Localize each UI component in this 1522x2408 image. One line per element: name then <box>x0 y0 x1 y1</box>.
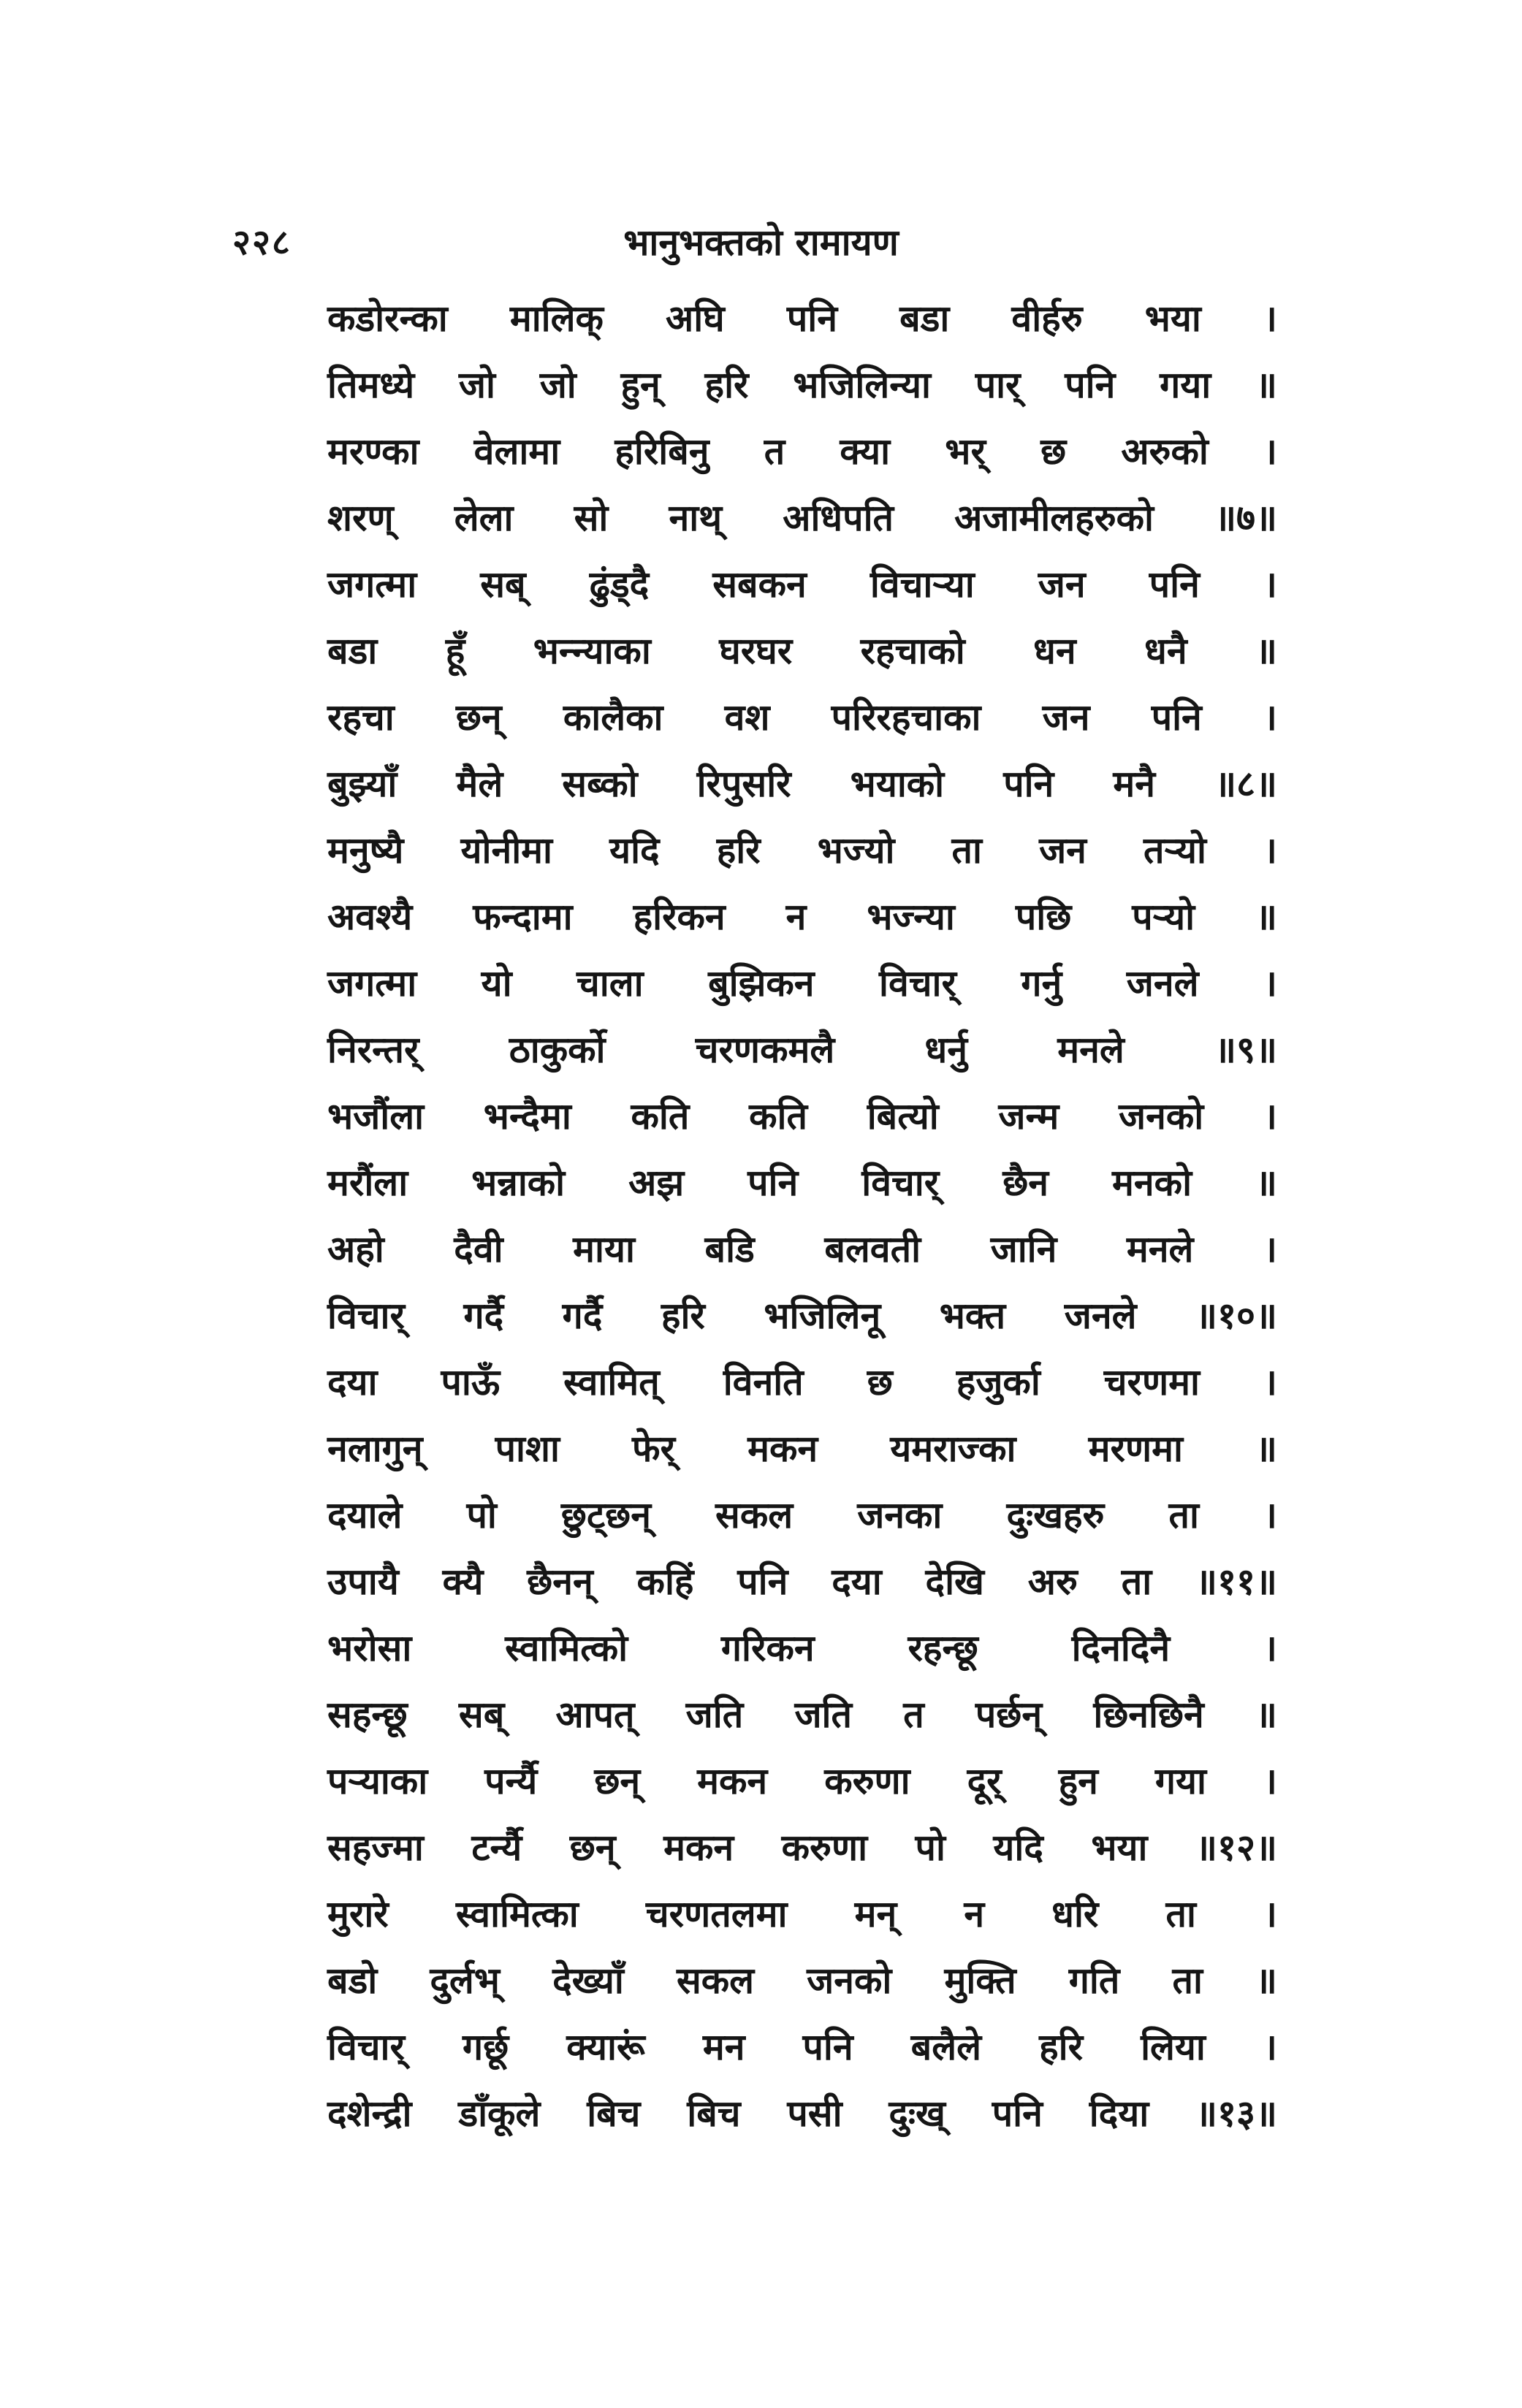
verse-word: त <box>764 430 785 473</box>
verse-word: पनि <box>1151 696 1202 739</box>
verse-line <box>327 1688 1277 1755</box>
verse-word: दूर् <box>967 1760 1002 1802</box>
verse-word: पनि <box>1065 364 1116 406</box>
verse-word: धनै <box>1144 630 1187 672</box>
verse-line <box>327 957 1277 1024</box>
verse-word: ॥७॥ <box>1214 497 1277 539</box>
verse-word: ॥ <box>1255 1693 1277 1736</box>
verse-line <box>327 1821 1277 1888</box>
verse-word: जन <box>1039 829 1087 872</box>
verse-word: । <box>1263 430 1277 473</box>
verse-word: फेर् <box>632 1428 675 1470</box>
verse-word: भया <box>1091 1826 1148 1869</box>
verse-word: टर्न्यै <box>471 1826 522 1869</box>
verse-word: । <box>1263 962 1277 1005</box>
verse-line <box>327 1489 1277 1555</box>
verse-word: अजामीलहरुको <box>954 497 1154 539</box>
verse-word: पाऊँ <box>441 1361 501 1403</box>
verse-word: ॥८॥ <box>1214 763 1277 805</box>
verse-word: भजिलिन्या <box>793 364 931 406</box>
verse-word: भयाको <box>850 763 945 805</box>
verse-word: । <box>1263 1361 1277 1403</box>
verse-word: मन् <box>854 1893 897 1935</box>
verse-word: हरिकन <box>633 896 726 938</box>
verse-word: हरि <box>661 1295 705 1337</box>
verse-word: जनले <box>1126 962 1199 1005</box>
verse-word: छ <box>1040 430 1067 473</box>
verse-word: विनति <box>723 1361 804 1403</box>
verse-word: पनि <box>802 2026 853 2068</box>
verse-word: स्वामित्को <box>505 1627 628 1669</box>
verse-word: न <box>964 1893 985 1935</box>
verse-line <box>327 558 1277 625</box>
verse-word: पछि <box>1015 896 1072 938</box>
verse-word: स्वामित् <box>563 1361 660 1403</box>
verse-word: जन्म <box>998 1095 1059 1138</box>
verse-word: मकन <box>747 1428 818 1470</box>
verse-word: । <box>1263 696 1277 739</box>
verse-word: माया <box>573 1228 635 1270</box>
verse-word: भर् <box>945 430 986 473</box>
verse-word: पनि <box>737 1561 788 1603</box>
verse-word: दुःख् <box>889 2092 945 2135</box>
verse-word: तिमध्ये <box>327 364 415 406</box>
verse-word: भन्दैमा <box>483 1095 571 1138</box>
verse-word: पर्न्यै <box>484 1760 538 1802</box>
verse-word: निरन्तर् <box>327 1029 419 1071</box>
verse-word: । <box>1263 297 1277 340</box>
verse-word: क्या <box>840 430 891 473</box>
verse-word: बिच <box>687 2092 741 2135</box>
verse-word: पसी <box>787 2092 842 2135</box>
verse-line <box>327 1289 1277 1356</box>
verse-word: रहचाको <box>860 630 965 672</box>
verse-word: भजौंला <box>327 1095 425 1138</box>
verse-word: जनको <box>807 1959 892 2002</box>
verse-word: जनका <box>857 1494 943 1536</box>
verse-word: कति <box>749 1095 807 1138</box>
verse-word: वीर्हरु <box>1011 297 1083 340</box>
verse-word: भन्न्याका <box>533 630 651 672</box>
verse-word: बडा <box>327 630 378 672</box>
verse-word: सहन्छू <box>327 1693 408 1736</box>
verse-word: नलागुन् <box>327 1428 423 1470</box>
verse-word: ॥ <box>1255 896 1277 938</box>
verse-word: हरिबिनु <box>614 430 709 473</box>
verse-word: ठाकुर्को <box>509 1029 606 1071</box>
verse-word: जनले <box>1064 1295 1137 1337</box>
verse-word: भज्यो <box>817 829 895 872</box>
verse-word: ॥९॥ <box>1214 1029 1277 1071</box>
verse-word: । <box>1263 1494 1277 1536</box>
verse-word: पनि <box>1003 763 1054 805</box>
verse-word: गया <box>1160 364 1211 406</box>
verse-word: पनि <box>747 1162 799 1204</box>
verse-word: लिया <box>1141 2026 1206 2068</box>
verse-line <box>327 1157 1277 1223</box>
verse-word: बडो <box>327 1959 378 2002</box>
verse-word: चरणकमलै <box>695 1029 835 1071</box>
verse-word: दया <box>832 1561 882 1603</box>
verse-word: ॥ <box>1255 1959 1277 2002</box>
verse-word: हूँ <box>445 630 465 672</box>
verse-word: ॥११॥ <box>1195 1561 1277 1603</box>
verse-word: जन <box>1038 563 1086 606</box>
verse-word: छन् <box>569 1826 616 1869</box>
verse-word: छ <box>867 1361 893 1403</box>
verse-word: जगत्मा <box>327 563 417 606</box>
verse-word: मुक्ति <box>944 1959 1016 2002</box>
verse-word: अरु <box>1027 1561 1078 1603</box>
verse-word: सबकन <box>712 563 807 606</box>
verse-word: वश <box>724 696 770 739</box>
page-number: २२८ <box>232 222 292 263</box>
verse-word: जानि <box>990 1228 1057 1270</box>
verse-line <box>327 2021 1277 2087</box>
verse-word: जति <box>685 1693 744 1736</box>
verse-block <box>327 292 1277 2154</box>
verse-line <box>327 1223 1277 1289</box>
verse-word: सब् <box>480 563 526 606</box>
verse-word: दिया <box>1089 2092 1149 2135</box>
verse-word: पर्छन् <box>975 1693 1043 1736</box>
verse-word: विचार् <box>861 1162 940 1204</box>
verse-word: ॥ <box>1255 364 1277 406</box>
verse-word: मकन <box>697 1760 768 1802</box>
verse-line <box>327 1622 1277 1688</box>
verse-word: भक्त <box>939 1295 1006 1337</box>
verse-word: सब्को <box>562 763 638 805</box>
verse-line <box>327 691 1277 758</box>
verse-word: हरि <box>704 364 749 406</box>
verse-word: । <box>1263 1627 1277 1669</box>
verse-word: अघि <box>666 297 725 340</box>
verse-word: परिरहचाका <box>831 696 981 739</box>
verse-word: लेला <box>454 497 514 539</box>
verse-word: विचार् <box>327 2026 405 2068</box>
verse-word: ॥१२॥ <box>1195 1826 1277 1869</box>
verse-line <box>327 492 1277 558</box>
verse-word: कालैका <box>563 696 663 739</box>
verse-word: । <box>1263 1760 1277 1802</box>
verse-word: दैवी <box>454 1228 503 1270</box>
verse-word: गर्नु <box>1021 962 1062 1005</box>
verse-word: मैले <box>456 763 503 805</box>
verse-word: मालिक् <box>509 297 604 340</box>
verse-line <box>327 292 1277 359</box>
verse-word: । <box>1263 1095 1277 1138</box>
verse-word: छन् <box>594 1760 641 1802</box>
verse-word: छैनन् <box>527 1561 593 1603</box>
verse-word: बुझिकन <box>708 962 815 1005</box>
verse-word: चरणतलमा <box>645 1893 788 1935</box>
verse-word: जो <box>458 364 495 406</box>
verse-line <box>327 1356 1277 1422</box>
verse-word: मरौंला <box>327 1162 408 1204</box>
verse-word: बलवती <box>824 1228 921 1270</box>
verse-word: बडा <box>899 297 950 340</box>
verse-word: पनि <box>1149 563 1200 606</box>
verse-word: गर्छू <box>462 2026 509 2068</box>
verse-word: गति <box>1068 1959 1120 2002</box>
verse-word: मकन <box>663 1826 734 1869</box>
verse-word: पार् <box>975 364 1021 406</box>
verse-word: गरिकन <box>720 1627 815 1669</box>
verse-word: पो <box>466 1494 497 1536</box>
verse-word: आपत् <box>555 1693 635 1736</box>
verse-word: भया <box>1144 297 1201 340</box>
verse-word: पर्‍यो <box>1132 896 1195 938</box>
verse-word: हरि <box>716 829 761 872</box>
verse-word: डाँकूले <box>458 2092 541 2135</box>
verse-word: मुरारे <box>327 1893 389 1935</box>
verse-word: फन्दामा <box>473 896 573 938</box>
verse-word: मनले <box>1126 1228 1194 1270</box>
verse-word: पो <box>915 1826 945 1869</box>
verse-word: करुणा <box>781 1826 868 1869</box>
running-head: भानुभक्तको रामायण <box>623 221 899 264</box>
verse-line <box>327 1024 1277 1090</box>
verse-word: घरघर <box>719 630 793 672</box>
verse-word: धन <box>1033 630 1076 672</box>
verse-word: बुझ्याँ <box>327 763 397 805</box>
verse-word: हुन् <box>620 364 661 406</box>
verse-word: ॥ <box>1255 630 1277 672</box>
verse-word: विचार् <box>327 1295 405 1337</box>
verse-word: क्यारूं <box>566 2026 645 2068</box>
verse-word: पर्‍याका <box>327 1760 428 1802</box>
verse-word: सकल <box>676 1959 755 2002</box>
verse-word: बित्यो <box>867 1095 939 1138</box>
verse-line <box>327 891 1277 957</box>
verse-word: रहचा <box>327 696 395 739</box>
verse-word: छन् <box>455 696 502 739</box>
verse-word: विचार्‍या <box>870 563 975 606</box>
verse-line <box>327 1954 1277 2021</box>
verse-word: ॥ <box>1255 1162 1277 1204</box>
verse-word: चरणमा <box>1103 1361 1200 1403</box>
verse-word: हरि <box>1039 2026 1084 2068</box>
verse-word: भन्नाको <box>471 1162 566 1204</box>
verse-word: धर्नु <box>924 1029 968 1071</box>
verse-word: रिपुसरि <box>696 763 791 805</box>
verse-word: दशेन्द्री <box>327 2092 412 2135</box>
verse-line <box>327 1888 1277 1954</box>
verse-word: भज्न्या <box>867 896 955 938</box>
verse-word: मरणमा <box>1088 1428 1183 1470</box>
verse-word: पनि <box>992 2092 1043 2135</box>
verse-word: ॥ <box>1255 1428 1277 1470</box>
verse-word: स्वामित्का <box>455 1893 579 1935</box>
verse-word: मरण्का <box>327 430 419 473</box>
verse-word: बिच <box>587 2092 641 2135</box>
verse-line <box>327 1422 1277 1489</box>
verse-line <box>327 758 1277 824</box>
verse-word: अझ <box>628 1162 685 1204</box>
verse-word: देख्याँ <box>552 1959 624 2002</box>
verse-word: कहिं <box>636 1561 694 1603</box>
verse-word: ता <box>1121 1561 1152 1603</box>
verse-word: भजिलिनू <box>764 1295 881 1337</box>
verse-word: उपायै <box>327 1561 399 1603</box>
verse-line <box>327 2087 1277 2154</box>
verse-line <box>327 1090 1277 1157</box>
verse-word: । <box>1263 2026 1277 2068</box>
verse-word: बडि <box>704 1228 755 1270</box>
verse-word: बलैले <box>910 2026 982 2068</box>
verse-word: छिनछिनै <box>1093 1693 1204 1736</box>
verse-word: तर्‍यो <box>1144 829 1206 872</box>
verse-line <box>327 425 1277 492</box>
verse-word: सब् <box>458 1693 505 1736</box>
verse-word: ता <box>1168 1494 1199 1536</box>
verse-word: दुःखहरु <box>1006 1494 1105 1536</box>
verse-word: सकल <box>715 1494 794 1536</box>
verse-word: ॥१३॥ <box>1195 2092 1277 2135</box>
verse-word: न <box>785 896 807 938</box>
verse-word: जति <box>794 1693 852 1736</box>
verse-word: हजुर्का <box>956 1361 1040 1403</box>
verse-word: अरुको <box>1121 430 1209 473</box>
verse-word: मनै <box>1113 763 1156 805</box>
verse-word: करुणा <box>824 1760 910 1802</box>
verse-word: ता <box>951 829 982 872</box>
verse-word: मनले <box>1057 1029 1125 1071</box>
verse-word: गर्दै <box>463 1295 504 1337</box>
verse-word: दिनदिनै <box>1071 1627 1171 1669</box>
verse-word: मनको <box>1112 1162 1192 1204</box>
verse-word: त <box>903 1693 924 1736</box>
verse-word: दया <box>327 1361 378 1403</box>
verse-word: अवश्यै <box>327 896 413 938</box>
verse-word: पाशा <box>495 1428 560 1470</box>
verse-word: । <box>1263 1228 1277 1270</box>
verse-word: यदि <box>609 829 660 872</box>
verse-word: गर्दै <box>562 1295 603 1337</box>
verse-word: । <box>1263 563 1277 606</box>
verse-word: क्यै <box>442 1561 484 1603</box>
verse-word: दयाले <box>327 1494 403 1536</box>
verse-word: ॥१०॥ <box>1195 1295 1277 1337</box>
verse-word: जगत्मा <box>327 962 417 1005</box>
verse-word: जनको <box>1119 1095 1204 1138</box>
verse-word: कति <box>631 1095 690 1138</box>
verse-line <box>327 1555 1277 1622</box>
verse-word: ता <box>1165 1893 1196 1935</box>
verse-word: रहन्छू <box>908 1627 978 1669</box>
verse-word: अधिपति <box>783 497 894 539</box>
verse-word: चाला <box>577 962 644 1005</box>
verse-word: छुट्छन् <box>560 1494 651 1536</box>
verse-word: पनि <box>786 297 837 340</box>
verse-line <box>327 625 1277 691</box>
verse-word: छैन <box>1002 1162 1049 1204</box>
verse-word: धरि <box>1051 1893 1099 1935</box>
verse-word: सो <box>574 497 609 539</box>
verse-word: मनुष्यै <box>327 829 404 872</box>
verse-word: शरण् <box>327 497 394 539</box>
verse-word: मन <box>702 2026 745 2068</box>
verse-word: अहो <box>327 1228 384 1270</box>
verse-word: जन <box>1042 696 1090 739</box>
verse-word: ढुंड्दै <box>589 563 650 606</box>
verse-word: हुन <box>1058 1760 1098 1802</box>
verse-word: सहज्मा <box>327 1826 424 1869</box>
verse-word: । <box>1263 829 1277 872</box>
verse-word: भरोसा <box>327 1627 412 1669</box>
verse-word: यदि <box>993 1826 1043 1869</box>
verse-word: । <box>1263 1893 1277 1935</box>
verse-word: देखि <box>925 1561 984 1603</box>
verse-word: जो <box>539 364 577 406</box>
verse-word: वेलामा <box>473 430 560 473</box>
verse-word: गया <box>1154 1760 1207 1802</box>
verse-word: दुर्लभ् <box>430 1959 500 2002</box>
verse-word: ता <box>1172 1959 1203 2002</box>
verse-word: योनीमा <box>460 829 552 872</box>
verse-word: यमराज्का <box>890 1428 1016 1470</box>
verse-word: विचार् <box>879 962 956 1005</box>
verse-word: नाथ् <box>669 497 723 539</box>
verse-line <box>327 359 1277 425</box>
verse-line <box>327 1755 1277 1821</box>
verse-word: यो <box>481 962 512 1005</box>
verse-word: कडोरन्का <box>327 297 448 340</box>
verse-line <box>327 824 1277 891</box>
